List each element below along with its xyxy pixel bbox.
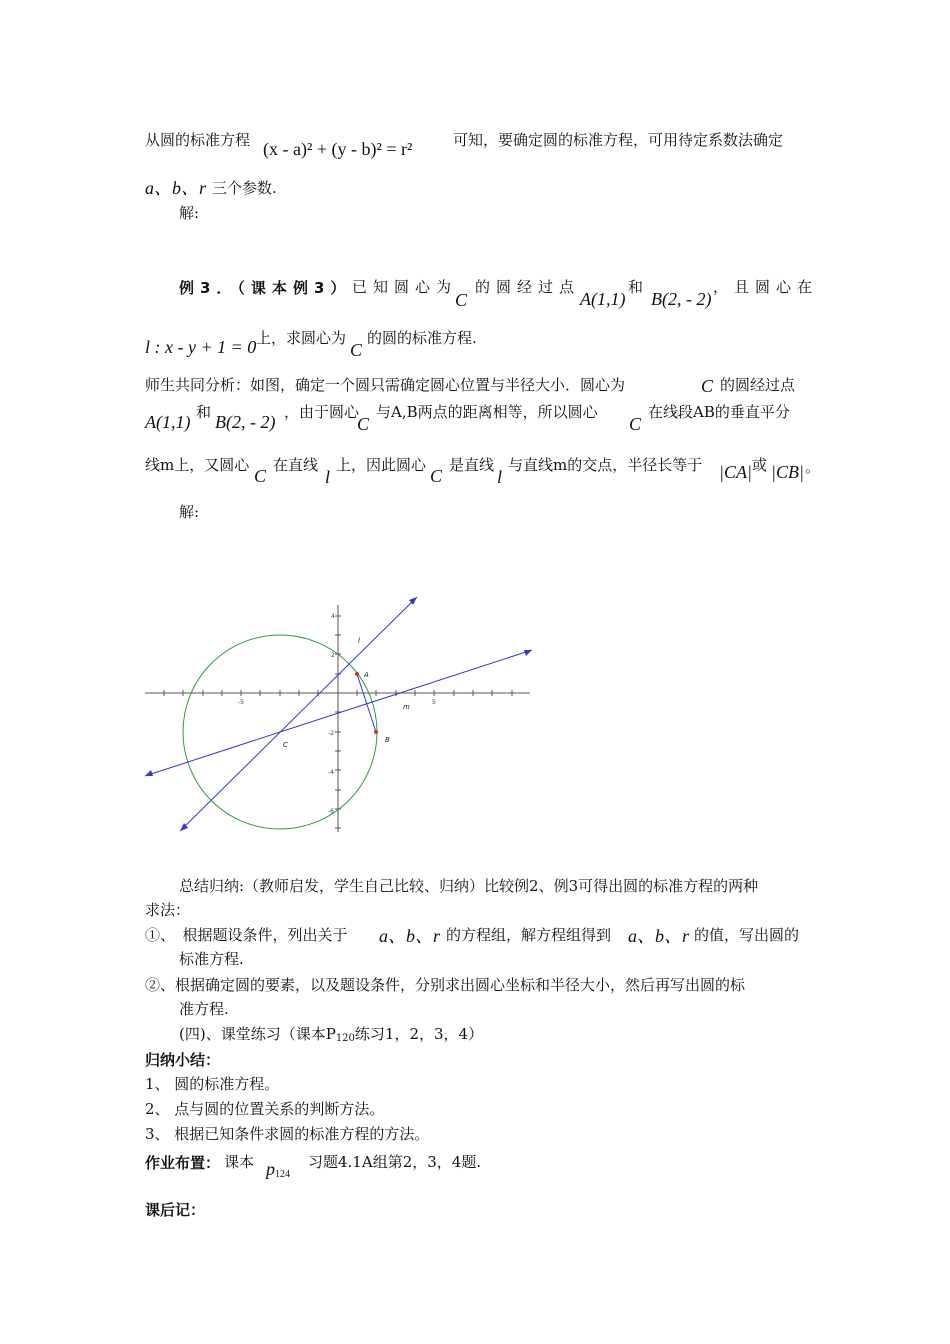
line-equation: l : x - y + 1 = 0 [145,337,257,357]
example3-text5: 的圆的标准方程. [367,329,477,347]
params: a、b、r [379,926,441,946]
analysis-line3d: 是直线 [449,456,495,474]
y-tick-label: 2 [331,652,335,659]
intro-suffix: 可知，要确定圆的标准方程，可用待定系数法确定 [453,131,784,149]
label-l: l [358,637,360,645]
line-l [180,597,417,831]
var-C: C [701,376,714,396]
conclusion-item: 2、 点与圆的位置关系的判断方法。 [145,1100,385,1118]
method1-a: ①、 根据题设条件，列出关于 [145,926,348,944]
example3-text4: 上，求圆心为 [256,329,347,347]
y-tick-label: -6 [328,808,334,815]
var-C: C [357,414,370,434]
var-l: l [497,467,503,487]
analysis-line2c: 在线段AB的垂直平分 [648,403,790,421]
label-m: m [403,703,410,711]
method2-b: 准方程. [179,1000,229,1018]
or-word: 或 [752,456,768,474]
point-B: B(2, - 2) [215,412,276,432]
arrow-head [145,770,153,776]
var-C: C [455,290,468,310]
conclusion-item: 3、 根据已知条件求圆的标准方程的方法。 [145,1125,430,1143]
standard-equation: (x - a)² + (y - b)² = r² [263,139,413,159]
label-C: C [283,741,288,749]
point-A-marker [355,672,359,676]
summary-line1: 总结归纳:（教师启发，学生自己比较、归纳）比较例2、例3可得出圆的标准方程的两种 [179,877,759,895]
summary-line2: 求法： [145,901,191,919]
analysis-line3b: 在直线 [273,456,319,474]
after-class-notes: 课后记： [145,1201,206,1219]
var-l: l [325,467,331,487]
y-tick-label: -2 [328,730,334,737]
y-tick-label: -4 [328,769,334,776]
homework-text2: 习题4.1A组第2，3，4题. [308,1153,482,1171]
analysis-line2b: 与A,B两点的距离相等，所以圆心 [376,403,598,421]
and-word: 和 [196,403,212,421]
example3-label: 例3．（课本例3） [179,279,352,297]
analysis-line3e: 与直线m的交点，半径长等于 [508,456,703,474]
arrow-head [524,650,532,656]
y-tick-label: 4 [331,613,335,620]
length-CA: |CA| [719,462,752,482]
example3-text1: 已知圆心为 [352,278,458,296]
x-tick-label: 5 [432,699,436,706]
homework-label: 作业布置： [145,1154,221,1172]
example3-text3: ，且圆心在 [713,278,819,296]
var-C: C [254,466,267,486]
analysis-line1b: 的圆经过点 [720,376,796,394]
point-B-marker [374,730,378,734]
and-word: 和 [628,278,644,296]
params: a、b、r [145,178,207,198]
method1-b: 的方程组，解方程组得到 [446,926,612,944]
solve-label-1: 解: [179,204,200,222]
conclusion-heading: 归纳小结： [145,1051,221,1069]
point-B: B(2, - 2) [651,289,712,309]
label-A: A [364,671,369,679]
geometry-figure [140,590,540,840]
var-C: C [430,466,443,486]
conclusion-item: 1、 圆的标准方程。 [145,1075,280,1093]
var-C: C [629,414,642,434]
analysis-line3c: 上，因此圆心 [336,456,427,474]
var-C: C [350,340,363,360]
analysis-line2a: ，由于圆心 [284,403,360,421]
analysis-line1: 师生共同分析：如图，确定一个圆只需确定圆心位置与半径大小．圆心为 [145,376,626,394]
x-tick-label: -5 [238,699,244,706]
length-CB: |CB| [771,462,804,482]
solve-label-2: 解: [179,503,200,521]
segment-AB [357,674,376,732]
homework-text1: 课本 [224,1153,255,1171]
method1-c: 的值，写出圆的 [694,926,800,944]
homework-p: $p_{124}$ [266,1159,290,1180]
params-suffix: 三个参数. [212,179,277,197]
practice: (四)、课堂练习（课本$P_{120}$练习1，2，3，4） [179,1025,484,1044]
method2-a: ②、根据确定圆的要素，以及题设条件，分别求出圆心坐标和半径大小，然后再写出圆的标 [145,976,746,994]
example3-text2: 的圆经过点 [475,278,581,296]
point-A: A(1,1) [580,289,626,309]
method1-d: 标准方程. [179,950,244,968]
params: a、b、r [628,926,690,946]
analysis-line3a: 线m上，又圆心 [145,456,250,474]
point-A: A(1,1) [145,412,191,432]
intro-prefix: 从圆的标准方程 [145,131,251,149]
period: 。 [805,458,821,476]
label-B: B [385,736,390,744]
